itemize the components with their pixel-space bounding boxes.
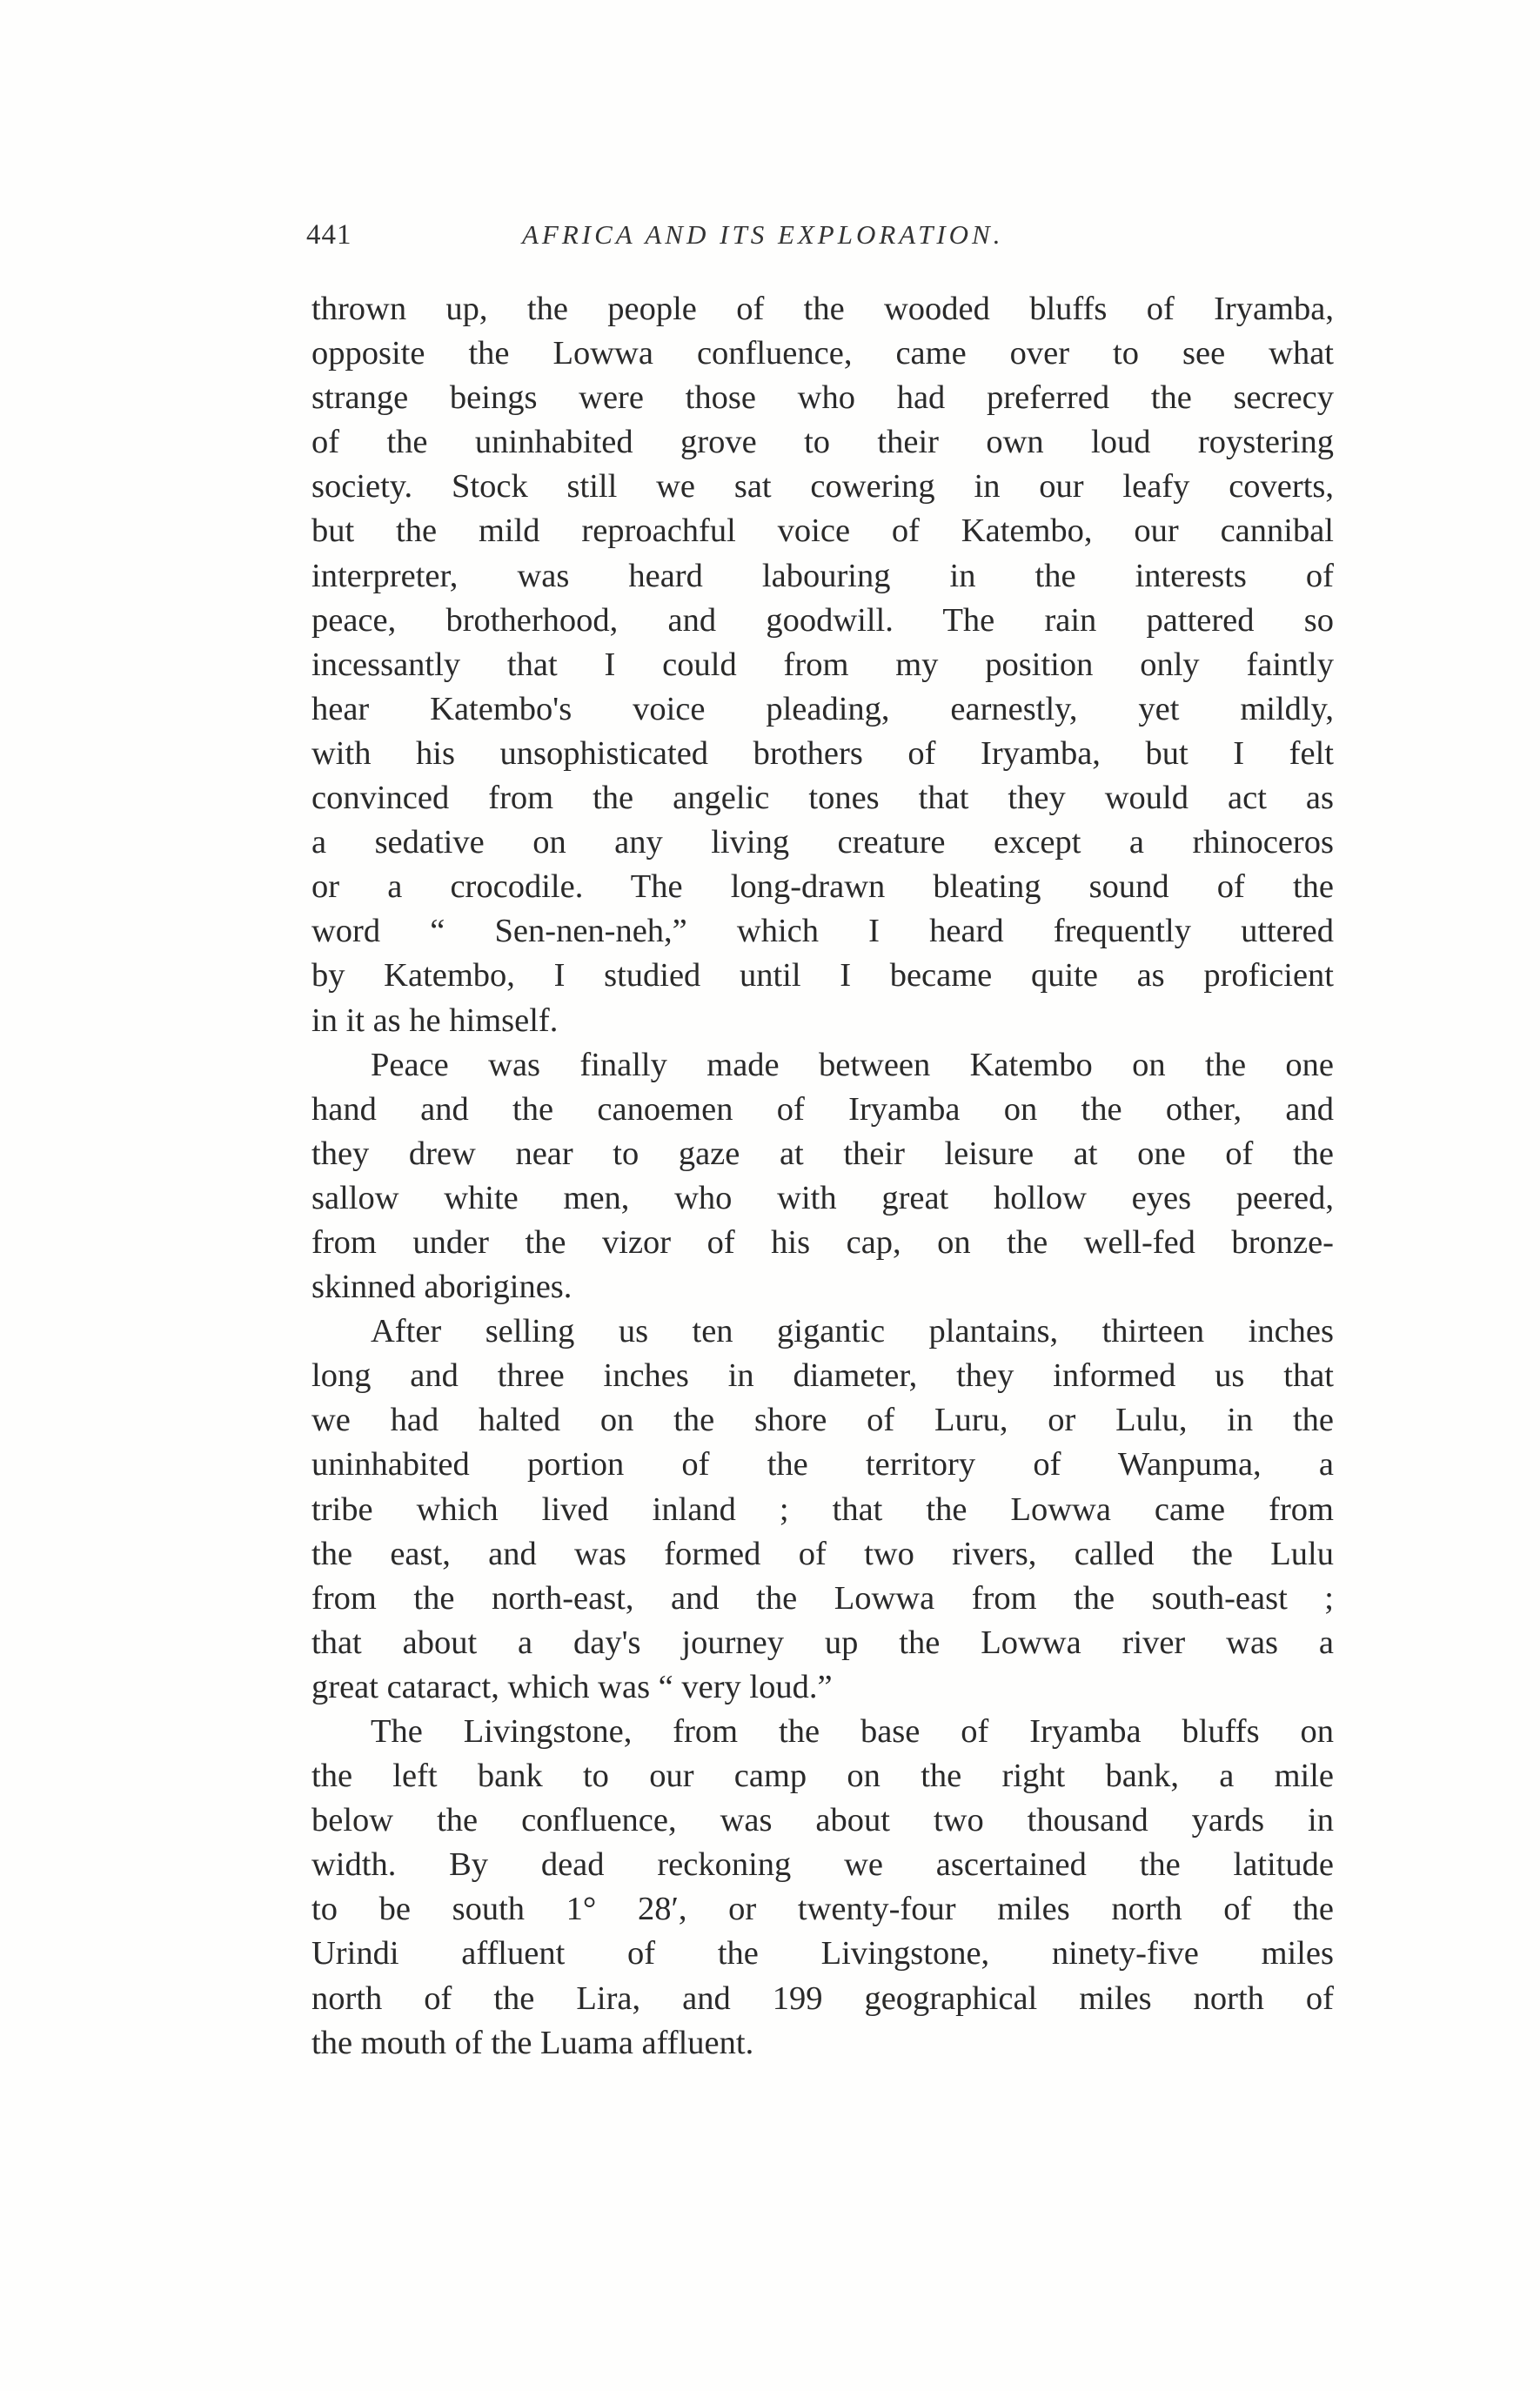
text-line: they drew near to gaze at their leisure at one of the <box>311 1135 1334 1172</box>
text-line: the east, and was formed of two rivers, called the Lulu <box>311 1535 1334 1572</box>
text-line: or a crocodile. The long-drawn bleating sound of the <box>311 868 1334 906</box>
running-head <box>306 219 1333 263</box>
text-line: below the confluence, was about two thousand yards in <box>311 1802 1334 1839</box>
text-line: from the north-east, and the Lowwa from the south-east ; <box>311 1579 1334 1617</box>
text-line: width. By dead reckoning we ascertained the latitude <box>311 1846 1334 1884</box>
text-line: north of the Lira, and 199 geographical miles north of <box>311 1979 1334 2017</box>
text-line: in it as he himself. <box>311 1001 559 1039</box>
text-line: by Katembo, I studied until I became quite as proficient <box>311 957 1334 995</box>
text-line: the mouth of the Luama affluent. <box>311 2024 754 2061</box>
text-line: society. Stock still we sat cowering in our leafy coverts, <box>311 468 1334 506</box>
text-line: great cataract, which was “ very loud.” <box>311 1668 833 1705</box>
text-line: that about a day's journey up the Lowwa river was a <box>311 1624 1334 1661</box>
text-line: with his unsophisticated brothers of Iryamba, but I felt <box>311 734 1334 772</box>
text-line: incessantly that I could from my position only faintly <box>311 646 1334 683</box>
text-line: sallow white men, who with great hollow eyes peered, <box>311 1179 1334 1216</box>
text-line: uninhabited portion of the territory of Wanpuma, a <box>311 1446 1334 1483</box>
text-line: to be south 1° 28′, or twenty-four miles north of the <box>311 1891 1334 1928</box>
text-line: of the uninhabited grove to their own loud roystering <box>311 424 1334 461</box>
text-line: peace, brotherhood, and goodwill. The rain pattered so <box>311 601 1334 639</box>
text-line: convinced from the angelic tones that they would act as <box>311 780 1334 817</box>
text-line: a sedative on any living creature except a rhinoceros <box>311 824 1334 861</box>
paragraph-start-line: After selling us ten gigantic plantains, thirteen inches <box>371 1313 1334 1350</box>
text-line: hear Katembo's voice pleading, earnestly, yet mildly, <box>311 690 1334 727</box>
page-number: 441 <box>306 219 352 251</box>
text-line: opposite the Lowwa confluence, came over to see what <box>311 335 1334 372</box>
text-line: Urindi affluent of the Livingstone, ninety-five miles <box>311 1935 1334 1972</box>
text-line: interpreter, was heard labouring in the interests of <box>311 557 1334 594</box>
text-line: long and three inches in diameter, they informed us that <box>311 1357 1334 1395</box>
text-line: skinned aborigines. <box>311 1269 572 1306</box>
text-line: word “ Sen-nen-neh,” which I heard frequently uttered <box>311 913 1334 950</box>
paragraph-start-line: Peace was finally made between Katembo on the one <box>371 1046 1334 1083</box>
text-line: but the mild reproachful voice of Katembo, our cannibal <box>311 512 1334 550</box>
text-line: we had halted on the shore of Luru, or Lulu, in the <box>311 1402 1334 1439</box>
text-line: the left bank to our camp on the right bank, a mile <box>311 1758 1334 1795</box>
text-line: thrown up, the people of the wooded bluffs of Iryamba, <box>311 291 1334 327</box>
text-line: from under the vizor of his cap, on the well-fed bronze- <box>311 1223 1334 1261</box>
text-line: hand and the canoemen of Iryamba on the other, and <box>311 1090 1334 1128</box>
body-text <box>311 287 1334 2066</box>
text-line: strange beings were those who had preferred the secrecy <box>311 379 1334 417</box>
running-title: AFRICA AND ITS EXPLORATION. <box>522 219 1004 250</box>
paragraph-start-line: The Livingstone, from the base of Iryamba bluffs on <box>371 1713 1334 1750</box>
text-line: tribe which lived inland ; that the Lowwa came from <box>311 1490 1334 1528</box>
